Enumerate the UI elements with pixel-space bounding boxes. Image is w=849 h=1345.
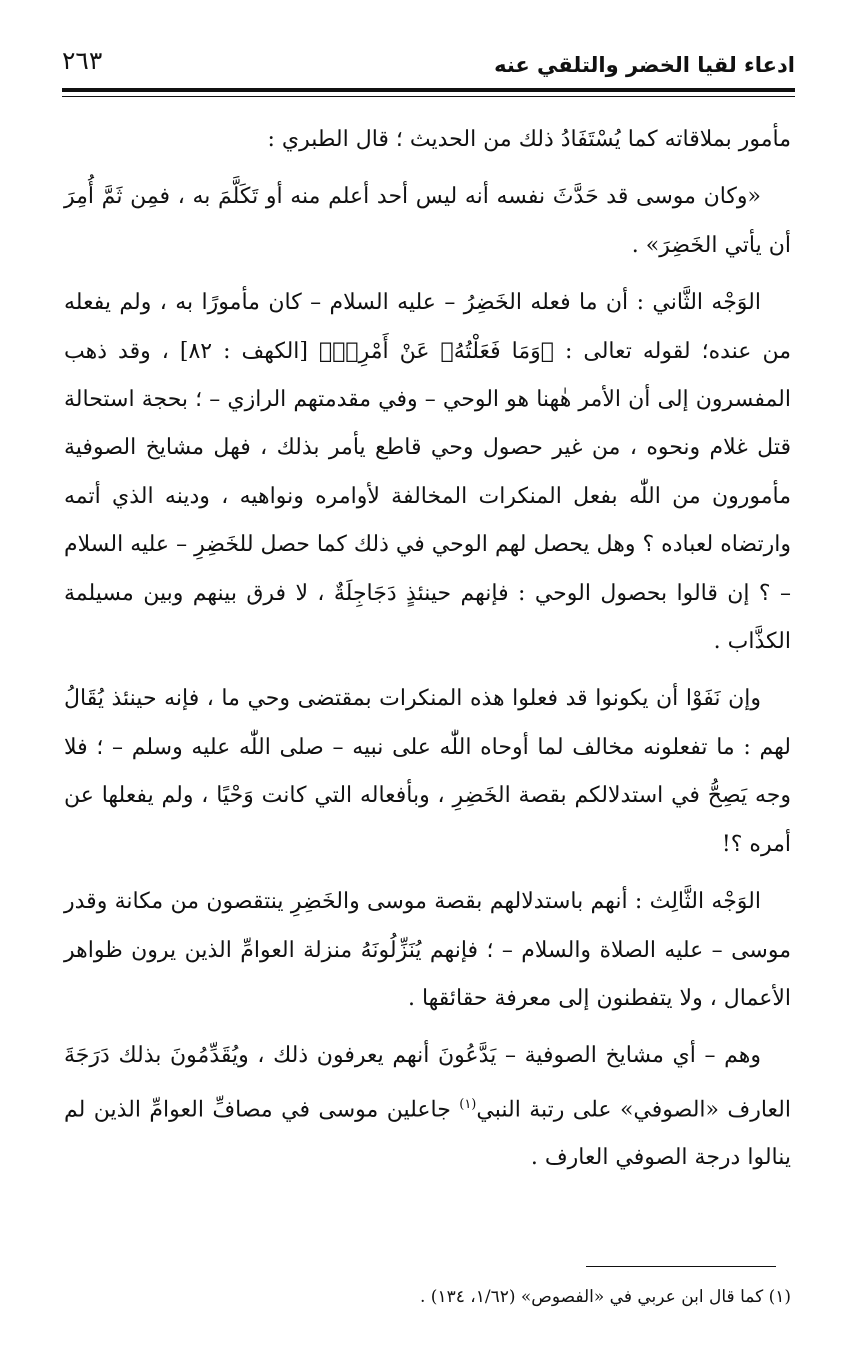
paragraph-sufi-shaykhs (64, 1032, 791, 1183)
header-rule-thick (62, 88, 795, 92)
paragraph-denial: وإن نَفَوْا أن يكونوا قد فعلوا هذه المنكرات بمقتضى وحي ما ، فإنه حينئذ يُقَالُ لهم : ما تفعلونه مخالف لما أوحاه اللّٰه على نبيه – صلى اللّٰه عليه وسلم – ؛ فلا وجه يَصِحُّ في استدلالكم بقصة الخَضِرِ ، وبأفعاله التي كانت وَحْيًا ، ولم يفعلها عن أمره ؟! (64, 686, 791, 857)
paragraph-text-after-note: جاعلين موسى في مصافِّ العوامِّ الذين لم ينالوا درجة الصوفي العارف . (64, 1097, 791, 1171)
paragraph-text-before-note: وهم – أي مشايخ الصوفية – يَدَّعُونَ أنهم يعرفون ذلك ، ويُقَدِّمُونَ بذلك دَرَجَةَ العارف «الصوفي» على رتبة النبي (64, 1043, 791, 1123)
paragraph-continuation: مأمور بملاقاته كما يُسْتَفَادُ ذلك من الحديث ؛ قال الطبري : (267, 127, 791, 152)
paragraph-third-aspect: الوَجْه الثَّالِث : أنهم باستدلالهم بقصة موسى والخَضِرِ ينتقصون من مكانة وقدر موسى – عليه الصلاة والسلام – ؛ فإنهم يُنَزِّلُونَهُ منزلة العوامِّ الذين يرون ظواهر الأعمال ، ولا يتفطنون إلى معرفة حقائقها . (64, 889, 791, 1011)
main-text (64, 116, 791, 1192)
paragraph-tabari-quote: «وكان موسى قد حَدَّثَ نفسه أنه ليس أحد أعلم منه أو تَكَلَّمَ به ، فمِن ثَمَّ أُمِرَ أن يأتي الخَضِرَ» . (64, 184, 791, 258)
footnote: (١) كما قال ابن عربي في «الفصوص» (١/٦٢، ١٣٤) . (419, 1287, 791, 1307)
page-header (62, 42, 795, 86)
running-title: ادعاء لقيا الخضر والتلقي عنه (494, 53, 795, 77)
footnote-separator (586, 1266, 776, 1267)
header-rule-thin (62, 96, 795, 97)
page-number: ٢٦٣ (62, 46, 103, 75)
footnote-reference: (١) (459, 1096, 477, 1112)
paragraph-second-aspect: الوَجْه الثَّاني : أن ما فعله الخَضِرُ – عليه السلام – كان مأمورًا به ، ولم يفعله من عنده؛ لقوله تعالى : ﴿وَمَا فَعَلْتُهُۥ عَنْ أَمْرِيۚ﴾ [الكهف : ٨٢] ، وقد ذهب المفسرون إلى أن الأمر هٰهنا هو الوحي – وفي مقدمتهم الرازي – ؛ بحجة استحالة قتل غلام ونحوه ، من غير حصول وحي قاطع يأمر بذلك ، فهل مشايخ الصوفية مأمورون من اللّٰه بفعل المنكرات المخالفة لأوامره ونواهيه ، ودينه الذي أتمه وارتضاه لعباده ؟ وهل يحصل لهم الوحي في ذلك كما حصل للخَضِرِ – عليه السلام – ؟ إن قالوا بحصول الوحي : فإنهم حينئذٍ دَجَاجِلَةٌ ، لا فرق بينهم وبين مسيلمة الكذَّاب . (64, 290, 791, 655)
